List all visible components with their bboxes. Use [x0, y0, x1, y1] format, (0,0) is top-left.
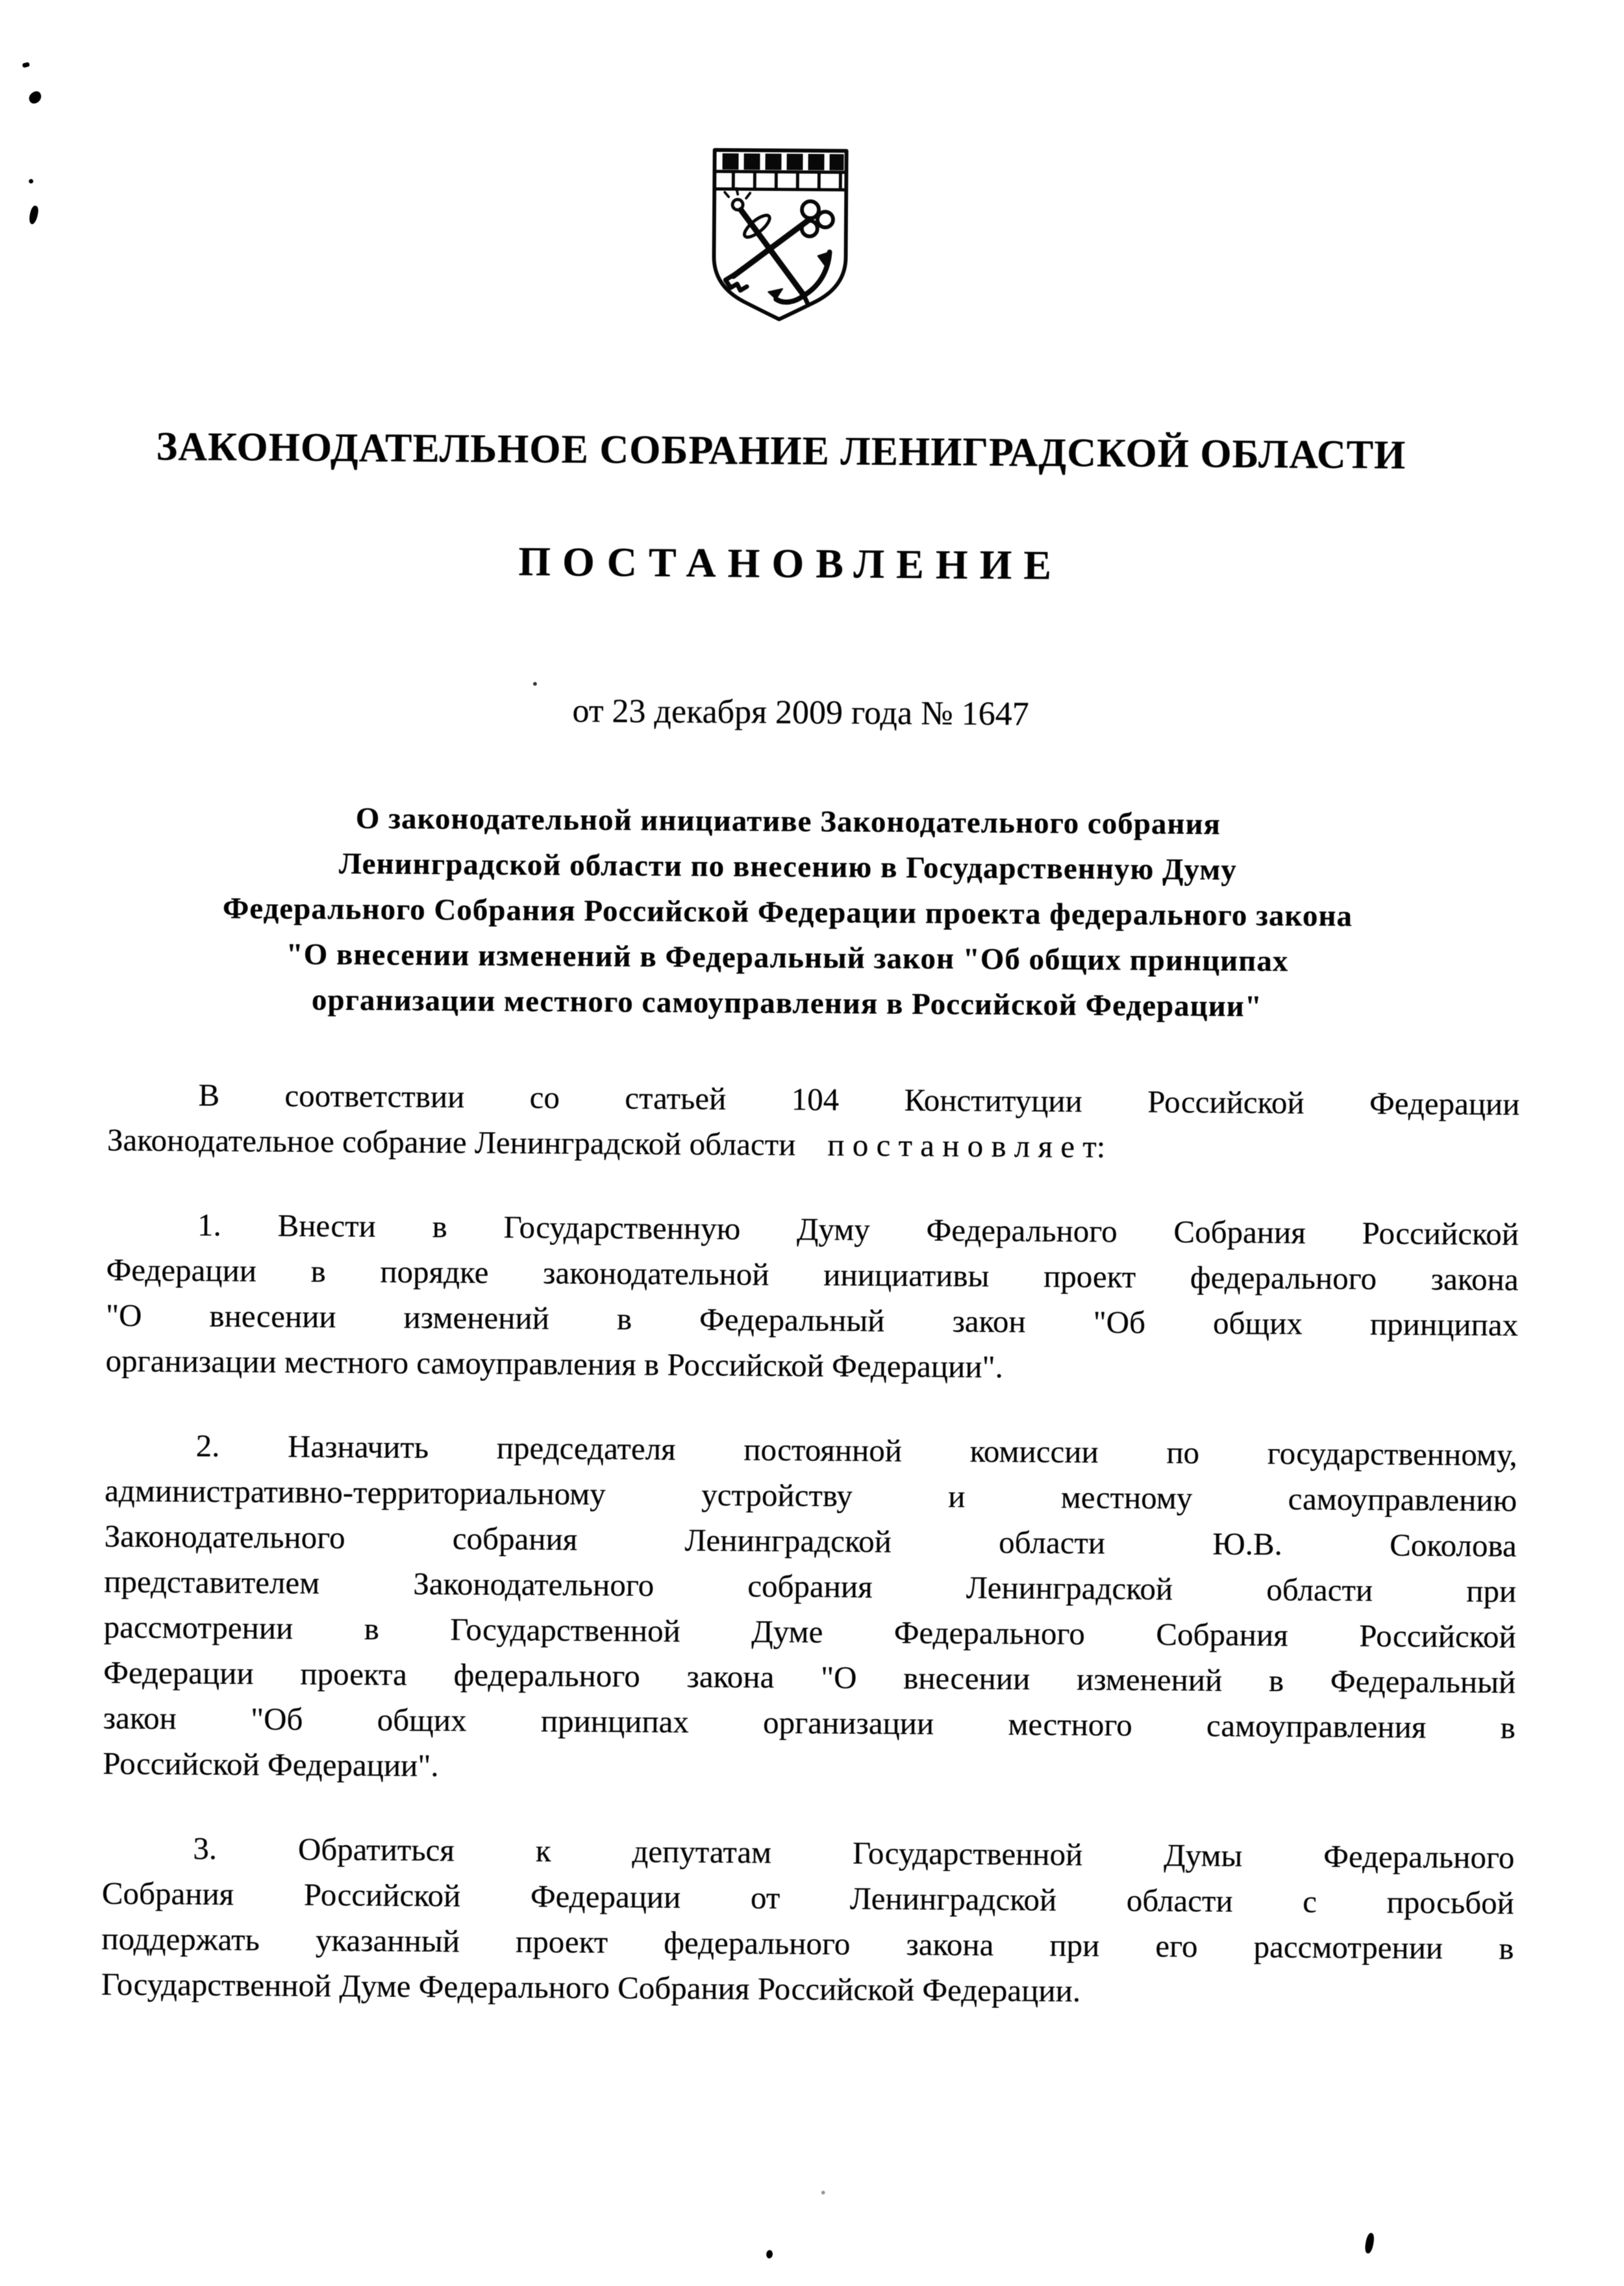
body-line: Законодательного собрания Ленинградской области Ю.В. Соколова — [104, 1513, 1516, 1568]
body-line: закон "Об общих принципах организации местного самоуправления в — [103, 1695, 1516, 1750]
paragraph-intro — [107, 1072, 1520, 1172]
scan-speck — [533, 682, 537, 686]
body-line: Федерации проекта федерального закона "О внесении изменений в Федеральный — [103, 1650, 1516, 1705]
scan-speck — [766, 2250, 773, 2259]
body-line: 1. Внести в Государственную Думу Федерального Собрания Российской — [106, 1201, 1519, 1257]
subject-line: "О внесении изменений в Федеральный закон "Об общих принципах — [0, 932, 1599, 988]
paragraph-item-3 — [101, 1825, 1515, 2016]
subject-line: Федерального Собрания Российской Федерации проекта федерального закона — [0, 886, 1600, 943]
brick-wall-icon — [714, 153, 846, 190]
body-line: административно-территориальному устройству и местному самоуправлению — [105, 1468, 1517, 1523]
subject-block — [0, 796, 1601, 1034]
body-line: Государственной Думе Федерального Собрания Российской Федерации. — [101, 1961, 1514, 2016]
subject-line: организации местного самоуправления в Российской Федерации" — [0, 977, 1599, 1034]
body-line: "О внесении изменений в Федеральный закон "Об общих принципах — [106, 1292, 1518, 1348]
scan-speck — [1364, 2232, 1375, 2254]
body-line: Российской Федерации". — [103, 1740, 1515, 1796]
body-line: представителем Законодательного собрания Ленинградской области при — [104, 1559, 1516, 1614]
scan-speck — [29, 179, 33, 184]
subject-line: О законодательной инициативе Законодательного собрания — [0, 796, 1601, 852]
scan-speck — [27, 90, 44, 106]
body-line: Собрания Российской Федерации от Ленинградской области с просьбой — [102, 1870, 1514, 1926]
subject-line: Ленинградской области по внесению в Государственную Думу — [0, 841, 1600, 898]
scan-speck — [28, 205, 40, 225]
body-line: поддержать указанный проект федерального закона при его рассмотрении в — [101, 1916, 1514, 1971]
scan-speck — [22, 62, 30, 68]
coat-of-arms-icon — [711, 147, 849, 323]
body-line: Федерации в порядке законодательной инициативы проект федерального закона — [106, 1247, 1518, 1302]
paragraph-item-2 — [103, 1422, 1518, 1796]
date-number-line: от 23 декабря 2009 года № 1647 — [0, 685, 1613, 741]
body-line: Законодательное собрание Ленинградской области п о с т а н о в л я е т: — [107, 1117, 1519, 1172]
document-type-title: ПОСТАНОВЛЕНИЕ — [0, 535, 1597, 592]
document-body — [101, 1072, 1520, 2016]
body-line: 3. Обратиться к депутатам Государственной Думы Федерального — [102, 1825, 1514, 1880]
body-line: В соответствии со статьей 104 Конституции Российской Федерации — [107, 1072, 1519, 1127]
paragraph-item-1 — [105, 1201, 1519, 1393]
body-line: 2. Назначить председателя постоянной комиссии по государственному, — [105, 1422, 1517, 1477]
coat-of-arms-svg — [711, 147, 849, 323]
body-line: организации местного самоуправления в Российской Федерации". — [105, 1338, 1518, 1393]
body-line: рассмотрении в Государственной Думе Федерального Собрания Российской — [103, 1604, 1516, 1659]
scan-speck — [821, 2191, 825, 2194]
organization-title: ЗАКОНОДАТЕЛЬНОЕ СОБРАНИЕ ЛЕНИГРАДСКОЙ ОБЛАСТИ — [0, 423, 1593, 479]
